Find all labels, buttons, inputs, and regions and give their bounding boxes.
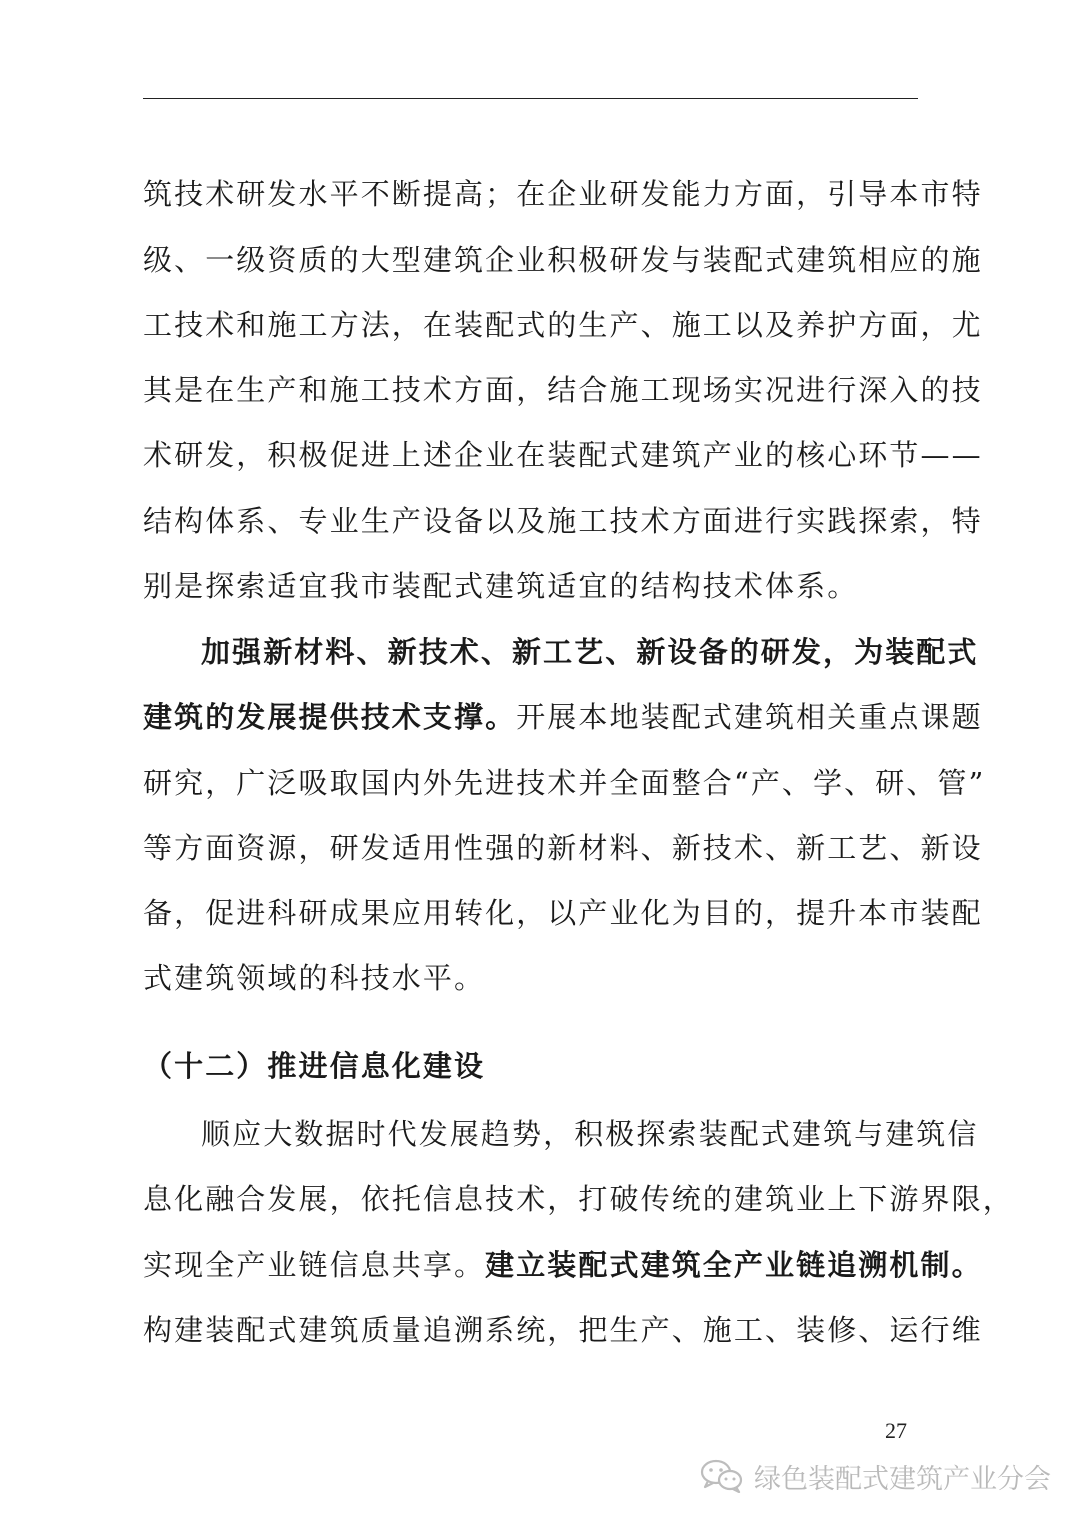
- bold-run: 建立装配式建筑全产业链追溯机制。: [485, 1248, 983, 1282]
- text-line: 研究，广泛吸取国内外先进技术并全面整合“产、学、研、管”: [143, 766, 986, 800]
- watermark-text: 绿色装配式建筑产业分会: [754, 1463, 1051, 1495]
- text-line: 等方面资源，研发适用性强的新材料、新技术、新工艺、新设: [143, 831, 983, 865]
- text-line: 其是在生产和施工技术方面，结合施工现场实况进行深入的技: [143, 373, 983, 407]
- wechat-icon: [700, 1459, 744, 1493]
- text-line: 术研发，积极促进上述企业在装配式建筑产业的核心环节——: [143, 438, 983, 472]
- text-line: 别是探索适宜我市装配式建筑适宜的结构技术体系。: [143, 569, 859, 603]
- section-heading: （十二）推进信息化建设: [143, 1049, 486, 1083]
- text-line: 息化融合发展，依托信息技术，打破传统的建筑业上下游界限，: [143, 1182, 1014, 1216]
- text-line: 结构体系、专业生产设备以及施工技术方面进行实践探索，特: [143, 504, 983, 538]
- text-line: 式建筑领域的科技水平。: [143, 961, 486, 995]
- bold-run: 建筑的发展提供技术支撑。: [143, 700, 517, 734]
- normal-run: 实现全产业链信息共享。: [143, 1248, 486, 1282]
- watermark: [700, 1456, 1051, 1496]
- text-line-mixed: [143, 697, 983, 737]
- bold-paragraph-start: 加强新材料、新技术、新工艺、新设备的研发，为装配式: [201, 635, 979, 669]
- text-line: 筑技术研发水平不断提高；在企业研发能力方面，引导本市特: [143, 177, 983, 211]
- page-number: 27: [885, 1418, 907, 1443]
- text-line: 级、一级资质的大型建筑企业积极研发与装配式建筑相应的施: [143, 243, 983, 277]
- text-line: 工技术和施工方法，在装配式的生产、施工以及养护方面，尤: [143, 308, 983, 342]
- text-line-mixed: [143, 1245, 983, 1285]
- header-rule: [143, 98, 918, 99]
- paragraph-start: 顺应大数据时代发展趋势，积极探索装配式建筑与建筑信: [201, 1117, 979, 1151]
- text-line: 构建装配式建筑质量追溯系统，把生产、施工、装修、运行维: [143, 1313, 983, 1347]
- text-line: 备，促进科研成果应用转化，以产业化为目的，提升本市装配: [143, 896, 983, 930]
- normal-run: 开展本地装配式建筑相关重点课题: [516, 700, 983, 734]
